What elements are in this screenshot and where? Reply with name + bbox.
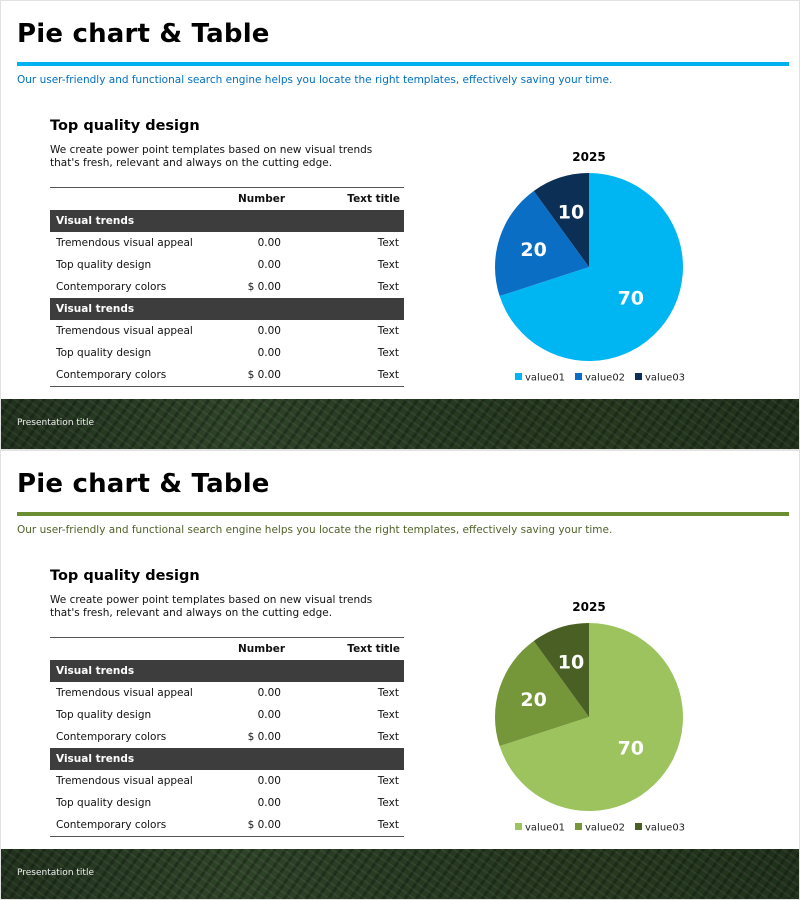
slide-title: Pie chart & Table (17, 469, 270, 499)
row-label: Top quality design (56, 709, 152, 721)
row-number: 0.00 (257, 775, 281, 787)
row-label: Top quality design (56, 259, 152, 271)
table-row (50, 364, 404, 386)
data-label-value01: 70 (617, 287, 645, 310)
section-heading: Top quality design (50, 568, 200, 584)
row-text: Text (377, 259, 399, 271)
section-description: We create power point templates based on new visual trends that's fresh, relevant and always on the cutting edge. (50, 144, 373, 169)
legend-swatch-value02 (575, 373, 582, 380)
table-row (50, 276, 404, 298)
row-number: 0.00 (257, 325, 281, 337)
footer-band (1, 399, 800, 450)
group-header: Visual trends (50, 748, 404, 770)
data-label-value03: 10 (557, 651, 585, 674)
section-heading: Top quality design (50, 118, 200, 134)
legend-label-value03: value03 (645, 372, 686, 384)
legend-label-value02: value02 (585, 822, 626, 834)
row-text: Text (377, 731, 399, 743)
group-header: Visual trends (50, 660, 404, 682)
row-number: $ 0.00 (247, 819, 281, 831)
pie-chart (461, 141, 721, 391)
chart-title: 2025 (572, 150, 606, 164)
chart-title: 2025 (572, 600, 606, 614)
pie-chart (461, 591, 721, 841)
data-label-value01: 70 (617, 737, 645, 760)
table-row (50, 320, 404, 342)
row-number: $ 0.00 (247, 731, 281, 743)
data-label-value03: 10 (557, 201, 585, 224)
footer-title: Presentation title (17, 418, 94, 428)
row-label: Contemporary colors (56, 731, 167, 743)
table-bottom-rule (50, 836, 404, 837)
footer-band (1, 849, 800, 900)
table-row (50, 254, 404, 276)
legend-swatch-value02 (575, 823, 582, 830)
table-bottom-rule (50, 386, 404, 387)
table-row (50, 704, 404, 726)
row-text: Text (377, 347, 399, 359)
legend-label-value02: value02 (585, 372, 626, 384)
legend-swatch-value01 (515, 373, 522, 380)
row-number: 0.00 (257, 259, 281, 271)
data-label-value02: 20 (520, 239, 547, 261)
row-label: Contemporary colors (56, 369, 167, 381)
data-label-value02: 20 (520, 689, 547, 711)
legend-label-value01: value01 (525, 822, 566, 834)
legend-swatch-value03 (635, 373, 642, 380)
table-row (50, 342, 404, 364)
row-number: $ 0.00 (247, 369, 281, 381)
row-text: Text (377, 775, 399, 787)
row-text: Text (377, 709, 399, 721)
row-number: 0.00 (257, 687, 281, 699)
legend-swatch-value01 (515, 823, 522, 830)
row-text: Text (377, 237, 399, 249)
row-label: Top quality design (56, 347, 152, 359)
footer-title: Presentation title (17, 868, 94, 878)
data-table (50, 637, 404, 837)
table-row (50, 770, 404, 792)
row-label: Contemporary colors (56, 281, 167, 293)
row-text: Text (377, 369, 399, 381)
title-rule (17, 62, 789, 66)
row-number: 0.00 (257, 347, 281, 359)
data-table (50, 187, 404, 387)
slide-2 (0, 450, 800, 900)
header-text-title: Text title (347, 193, 400, 205)
title-rule (17, 512, 789, 516)
row-label: Tremendous visual appeal (56, 237, 193, 249)
row-label: Contemporary colors (56, 819, 167, 831)
legend-label-value03: value03 (645, 822, 686, 834)
slide-subtitle: Our user-friendly and functional search engine helps you locate the right templates, effectively saving your time. (17, 524, 613, 536)
table-row (50, 682, 404, 704)
row-number: 0.00 (257, 709, 281, 721)
header-number: Number (238, 643, 286, 655)
table-header (50, 187, 404, 210)
row-number: 0.00 (257, 797, 281, 809)
row-number: $ 0.00 (247, 281, 281, 293)
row-label: Tremendous visual appeal (56, 775, 193, 787)
row-label: Tremendous visual appeal (56, 687, 193, 699)
section-description: We create power point templates based on new visual trends that's fresh, relevant and always on the cutting edge. (50, 594, 373, 619)
header-text-title: Text title (347, 643, 400, 655)
legend-swatch-value03 (635, 823, 642, 830)
slide-subtitle: Our user-friendly and functional search engine helps you locate the right templates, effectively saving your time. (17, 74, 613, 86)
table-header (50, 637, 404, 660)
group-header: Visual trends (50, 210, 404, 232)
row-label: Top quality design (56, 797, 152, 809)
row-text: Text (377, 819, 399, 831)
table-row (50, 726, 404, 748)
row-label: Tremendous visual appeal (56, 325, 193, 337)
group-header: Visual trends (50, 298, 404, 320)
header-number: Number (238, 193, 286, 205)
table-row (50, 792, 404, 814)
row-text: Text (377, 325, 399, 337)
row-number: 0.00 (257, 237, 281, 249)
slide-title: Pie chart & Table (17, 19, 270, 49)
row-text: Text (377, 281, 399, 293)
table-row (50, 814, 404, 836)
row-text: Text (377, 797, 399, 809)
table-row (50, 232, 404, 254)
row-text: Text (377, 687, 399, 699)
legend-label-value01: value01 (525, 372, 566, 384)
